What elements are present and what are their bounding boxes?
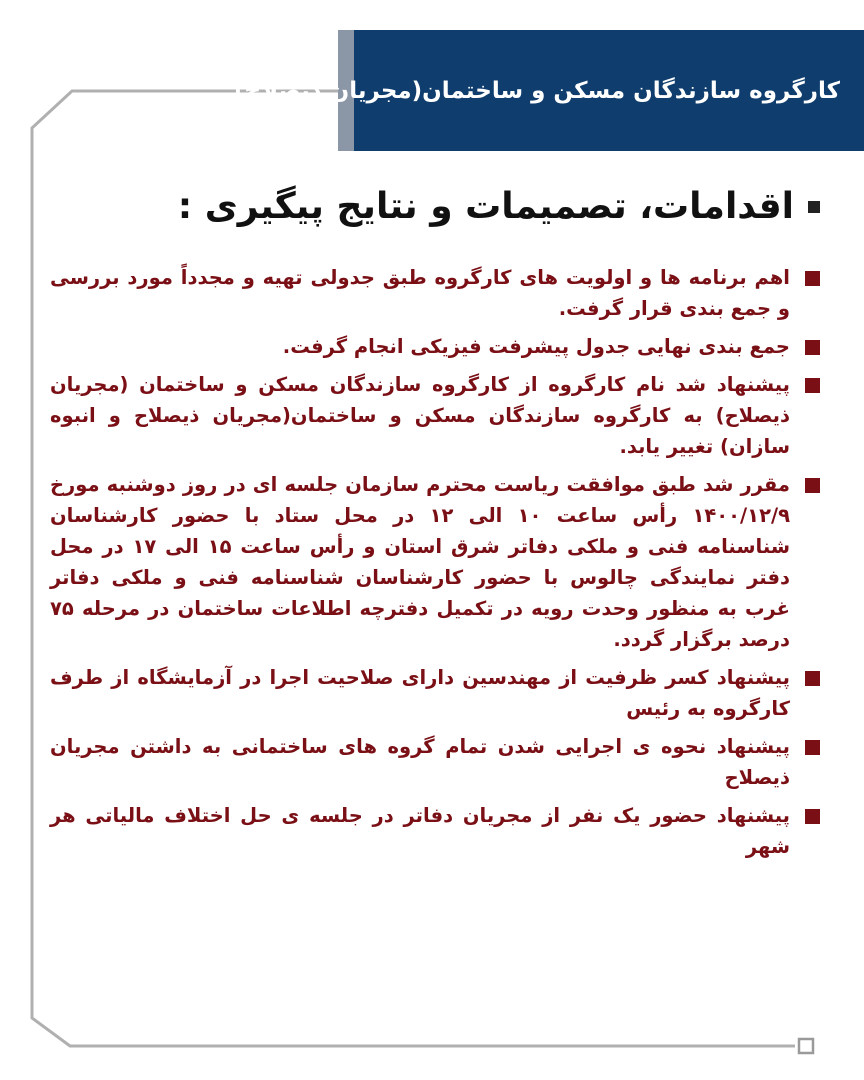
list-item-text: مقرر شد طبق موافقت ریاست محترم سازمان جلسه ای در روز دوشنبه مورخ ۱۴۰۰/۱۲/۹ رأس ساعت ۱۰ الی ۱۲ در محل ستاد با حضور کارشناسان شناسنامه فنی و ملکی دفاتر شرق استان و رأس ساعت ۱۵ الی ۱۷ در محل دفتر نمایندگی چالوس با حضور کارشناسان شناسنامه فنی و ملکی دفاتر غرب به منظور وحدت رویه در تکمیل دفترچه اطلاعات ساختمان در مرحله ۷۵ درصد برگزار گردد. bbox=[50, 473, 791, 651]
header-title: کارگروه سازندگان مسکن و ساختمان(مجریان ذیصلاح) bbox=[233, 77, 840, 104]
heading-square-icon bbox=[808, 201, 820, 213]
square-bullet-icon bbox=[805, 340, 820, 355]
square-bullet-icon bbox=[805, 478, 820, 493]
list-item bbox=[50, 800, 824, 862]
section-title: اقدامات، تصمیمات و نتایج پیگیری : bbox=[177, 186, 794, 227]
list-item-text: پیشنهاد نحوه ی اجرایی شدن تمام گروه های ساختمانی به داشتن مجریان ذیصلاح bbox=[50, 735, 790, 789]
list-item-text: اهم برنامه ها و اولویت های کارگروه طبق جدولی تهیه و مجدداً مورد بررسی و جمع بندی قرار گرفت. bbox=[50, 266, 790, 320]
list-item-text: پیشنهاد حضور یک نفر از مجریان دفاتر در جلسه ی حل اختلاف مالیاتی هر شهر bbox=[50, 804, 790, 858]
list-item bbox=[50, 731, 824, 793]
square-bullet-icon bbox=[805, 740, 820, 755]
list-item bbox=[50, 469, 824, 655]
list-item bbox=[50, 331, 824, 362]
square-bullet-icon bbox=[805, 271, 820, 286]
action-items-list bbox=[50, 262, 824, 869]
list-item bbox=[50, 369, 824, 462]
list-item bbox=[50, 662, 824, 724]
header-banner bbox=[233, 30, 864, 151]
header-band bbox=[233, 30, 864, 151]
square-bullet-icon bbox=[805, 809, 820, 824]
list-item-text: پیشنهاد کسر ظرفیت از مهندسین دارای صلاحیت اجرا در آزمایشگاه از طرف کارگروه به رئیس bbox=[50, 666, 790, 720]
list-item bbox=[50, 262, 824, 324]
square-bullet-icon bbox=[805, 378, 820, 393]
list-item-text: جمع بندی نهایی جدول پیشرفت فیزیکی انجام گرفت. bbox=[282, 335, 790, 358]
section-heading bbox=[60, 186, 820, 227]
frame-corner-square-icon bbox=[799, 1039, 813, 1053]
list-item-text: پیشنهاد شد نام کارگروه از کارگروه سازندگان مسکن و ساختمان (مجریان ذیصلاح) به کارگروه سازندگان مسکن و ساختمان(مجریان ذیصلاح و انبوه سازان) تغییر یابد. bbox=[50, 373, 790, 458]
square-bullet-icon bbox=[805, 671, 820, 686]
